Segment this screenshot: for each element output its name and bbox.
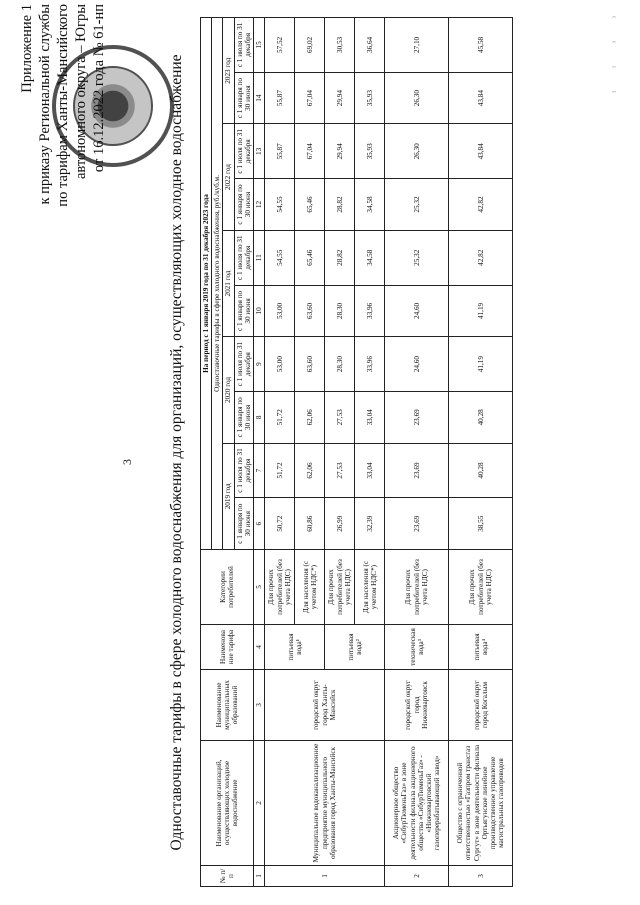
tariff-value: 57,52 [265,18,295,73]
tariff-value: 41,19 [449,337,513,392]
consumer-category: Для прочих потребителей (без учета НДС) [385,550,449,625]
header-half: с 1 июля по 31 декабря [234,230,253,285]
header-period: На период с 1 января 2019 года по 31 декабря 2023 года [201,18,212,550]
tariff-value: 43,84 [449,72,513,124]
tariff-value: 28,30 [325,337,355,392]
tariff-value: 63,60 [295,337,325,392]
tariff-value: 27,53 [325,443,355,498]
tariff-value: 51,72 [265,392,295,444]
appendix-block [18,4,108,324]
col-number: 8 [254,392,265,444]
header-half: с 1 января по 30 июня [234,498,253,550]
tariff-value: 24,60 [385,337,449,392]
municipality-name: городской округ город Ханты-Мансийск [265,670,385,741]
tariff-value: 23,69 [385,443,449,498]
col-number: 6 [254,498,265,550]
org-name: Общество с ограниченной ответственностью «Газпром трансгаз Сургут» в зоне деятельности филиала Ортьягунское линейное производственное управление магистральных газопроводов [449,741,513,866]
tariff-value: 23,69 [385,392,449,444]
tariff-value: 65,46 [295,179,325,231]
consumer-category: Для прочих потребителей (без учета НДС) [265,550,295,625]
tariffs-table [200,17,513,887]
row-number: 3 [449,866,513,887]
tariff-value: 26,99 [325,498,355,550]
header-half: с 1 июля по 31 декабря [234,124,253,179]
header-year: 2020 год [223,337,234,443]
header-num: № п/ п [201,866,254,887]
header-half: с 1 января по 30 июня [234,72,253,124]
tariff-value: 40,28 [449,443,513,498]
tariff-value: 67,04 [295,124,325,179]
col-number: 2 [254,741,265,866]
tariff-value: 33,96 [355,285,385,337]
municipality-name: городской округ город Когалым [449,670,513,741]
col-number: 10 [254,285,265,337]
header-half: с 1 января по 30 июня [234,285,253,337]
appendix-line: по тарифам Ханты-Мансийского [55,4,71,207]
tariff-value: 53,00 [265,337,295,392]
appendix-line: Приложение 1 [19,4,35,93]
table-row [449,18,513,887]
consumer-category: Для прочих потребителей (без учета НДС) [449,550,513,625]
tariff-value: 45,58 [449,18,513,73]
tariff-value: 54,55 [265,230,295,285]
tariff-value: 62,06 [295,392,325,444]
header-year: 2022 год [223,124,234,230]
tariff-value: 62,06 [295,443,325,498]
row-number: 2 [385,866,449,887]
appendix-line: от 16.12.2022 года № 61-нп [91,4,107,173]
tariff-value: 65,46 [295,230,325,285]
tariff-name: техническая вода³ [385,625,449,670]
tariff-value: 23,69 [385,498,449,550]
tariff-value: 36,64 [355,18,385,73]
tariff-value: 33,04 [355,443,385,498]
tariff-name: питьевая вода⁴ [449,625,513,670]
header-org: Наименование организаций, осуществляющих холодное водоснабжение [201,741,254,866]
tariff-name: питьевая вода¹ [265,625,325,670]
page-number: 3 [120,459,134,465]
consumer-category: Для прочих потребителей (без учета НДС) [325,550,355,625]
tariff-value: 41,19 [449,285,513,337]
appendix-line: автономного округа – Югры [73,4,89,180]
tariff-value: 43,84 [449,124,513,179]
tariff-value: 42,82 [449,179,513,231]
header-half: с 1 июля по 31 декабря [234,443,253,498]
col-number: 15 [254,18,265,73]
tariff-value: 51,72 [265,443,295,498]
municipality-name: городской округ город Нижневартовск [385,670,449,741]
header-year: 2019 год [223,443,234,549]
tariff-value: 33,04 [355,392,385,444]
col-number: 3 [254,670,265,741]
header-half: с 1 июля по 31 декабря [234,18,253,73]
col-number: 12 [254,179,265,231]
tariff-value: 26,30 [385,72,449,124]
tariff-value: 28,82 [325,230,355,285]
tariff-value: 28,82 [325,179,355,231]
header-half: с 1 января по 30 июня [234,392,253,444]
margin-marks: ᵌ ᵌ ᵌ ᵌ [610,6,621,94]
consumer-category: Для населения (с учетом НДС*) [295,550,325,625]
header-municipality: Наименование муниципальных образований [201,670,254,741]
tariff-value: 27,53 [325,392,355,444]
tariff-value: 53,00 [265,285,295,337]
tariff-value: 25,32 [385,179,449,231]
table-row [265,18,295,887]
header-year: 2023 год [223,18,234,124]
tariff-value: 40,28 [449,392,513,444]
table-body [265,18,513,887]
header-half: с 1 января по 30 июня [234,179,253,231]
tariff-value: 50,72 [265,498,295,550]
tariff-value: 63,60 [295,285,325,337]
table-row [385,18,449,887]
org-name: Акционерное общество «СибурТюменьГаз» в зоне деятельности филиала акционерного общества «СибурТюменьГаз» - «Нижневартовский газоперерабатывающий завод» [385,741,449,866]
tariff-value: 24,60 [385,285,449,337]
tariff-value: 35,93 [355,124,385,179]
tariff-value: 26,30 [385,124,449,179]
col-number: 13 [254,124,265,179]
org-name: Муниципальное водоканализационное предприятие муниципального образования город Ханты-Мансийск [265,741,385,866]
tariff-value: 27,10 [385,18,449,73]
tariff-value: 29,94 [325,72,355,124]
tariff-value: 55,87 [265,72,295,124]
header-category: Категории потребителей [201,550,254,625]
col-number: 7 [254,443,265,498]
header-year: 2021 год [223,230,234,336]
appendix-line: к приказу Региональной службы [37,4,53,205]
tariff-value: 34,58 [355,179,385,231]
col-number: 11 [254,230,265,285]
tariff-value: 30,53 [325,18,355,73]
tariff-value: 60,86 [295,498,325,550]
tariff-value: 55,87 [265,124,295,179]
header-half: с 1 июля по 31 декабря [234,337,253,392]
tariff-name: питьевая вода² [325,625,385,670]
tariff-value: 69,02 [295,18,325,73]
tariff-value: 38,55 [449,498,513,550]
col-number: 9 [254,337,265,392]
col-number: 4 [254,625,265,670]
header-tariff-name: Наименова ние тарифа [201,625,254,670]
col-number: 14 [254,72,265,124]
row-number: 1 [265,866,385,887]
document-title: Одноставочные тарифы в сфере холодного водоснабжения для организаций, осуществляющих холодное водоснабжение [168,54,185,851]
col-number: 5 [254,550,265,625]
tariff-value: 35,93 [355,72,385,124]
consumer-category: Для населения (с учетом НДС*) [355,550,385,625]
tariff-value: 42,82 [449,230,513,285]
tariff-value: 25,32 [385,230,449,285]
header-group: Одноставочные тарифы в сфере холодного водоснабжения, руб./куб.м. [212,18,223,550]
tariff-value: 33,96 [355,337,385,392]
col-number: 1 [254,866,265,887]
tariff-value: 34,58 [355,230,385,285]
tariff-value: 32,39 [355,498,385,550]
tariff-value: 54,55 [265,179,295,231]
tariff-value: 29,94 [325,124,355,179]
tariff-value: 67,04 [295,72,325,124]
tariff-value: 28,30 [325,285,355,337]
